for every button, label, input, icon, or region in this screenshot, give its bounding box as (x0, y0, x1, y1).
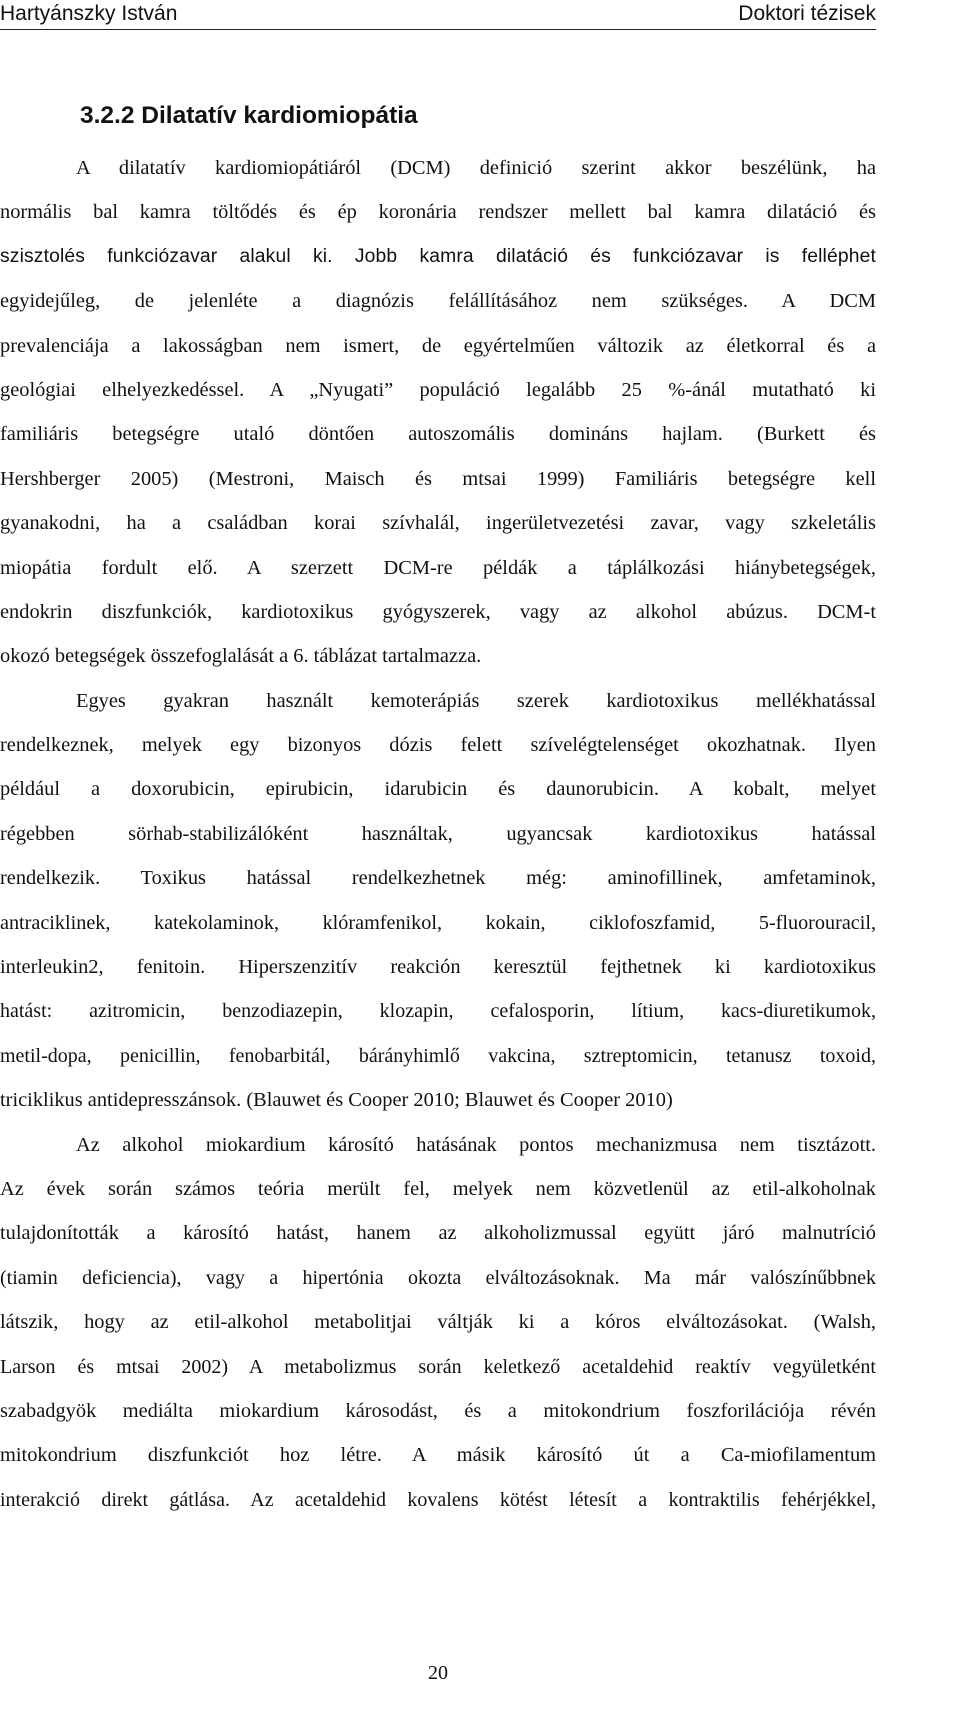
text-line: Az alkohol miokardium károsító hatásának pontos mechanizmusa nem tisztázott. (76, 1133, 876, 1156)
text-line: rendelkeznek, melyek egy bizonyos dózis felett szívelégtelenséget okozhatnak. Ilyen (0, 734, 876, 757)
text-line: hatást: azitromicin, benzodiazepin, klozapin, cefalosporin, lítium, kacs-diuretikumok, (0, 1000, 876, 1023)
text-line: antraciklinek, katekolaminok, klóramfenikol, kokain, ciklofoszfamid, 5-fluorouracil, (0, 911, 876, 934)
text-line: A dilatatív kardiomiopátiáról (DCM) definició szerint akkor beszélünk, ha (76, 157, 876, 179)
text-line: régebben sörhab-stabilizálóként használtak, ugyancsak kardiotoxikus hatással (0, 822, 876, 845)
text-line: familiáris betegségre utaló döntően autoszomális domináns hajlam. (Burkett és (0, 423, 876, 446)
text-line: metil-dopa, penicillin, fenobarbitál, bárányhimlő vakcina, sztreptomicin, tetanusz toxoid, (0, 1044, 876, 1067)
text-line: Az évek során számos teória merült fel, melyek nem közvetlenül az etil-alkoholnak (0, 1177, 876, 1200)
text-line: okozó betegségek összefoglalását a 6. táblázat tartalmazza. (0, 645, 482, 668)
page-number: 20 (428, 1662, 448, 1684)
section-heading: 3.2.2 Dilatatív kardiomiopátia (80, 102, 418, 129)
text-line: endokrin diszfunkciók, kardiotoxikus gyógyszerek, vagy az alkohol abúzus. DCM-t (0, 600, 876, 623)
text-line: Egyes gyakran használt kemoterápiás szerek kardiotoxikus mellékhatással (76, 689, 876, 712)
text-line: Hershberger 2005) (Mestroni, Maisch és mtsai 1999) Familiáris betegségre kell (0, 467, 876, 490)
text-line: mitokondrium diszfunkciót hoz létre. A másik károsító út a Ca-miofilamentum (0, 1444, 876, 1467)
header-author: Hartyánszky István (0, 2, 178, 25)
text-line: például a doxorubicin, epirubicin, idarubicin és daunorubicin. A kobalt, melyet (0, 778, 876, 801)
header-rule (0, 29, 876, 30)
body-text (0, 146, 876, 1522)
header-document-type: Doktori tézisek (738, 2, 876, 25)
text-line: látszik, hogy az etil-alkohol metabolitjai váltják ki a kóros elváltozásokat. (Walsh, (0, 1311, 876, 1334)
text-line: geológiai elhelyezkedéssel. A „Nyugati” populáció legalább 25 %-ánál mutatható ki (0, 378, 876, 401)
running-header (0, 0, 876, 40)
text-line: rendelkezik. Toxikus hatással rendelkezhetnek még: aminofillinek, amfetaminok, (0, 867, 876, 890)
text-line: prevalenciája a lakosságban nem ismert, de egyértelműen változik az életkorral és a (0, 334, 876, 357)
text-line: egyidejűleg, de jelenléte a diagnózis felállításához nem szükséges. A DCM (0, 290, 876, 313)
text-line: (tiamin deficiencia), vagy a hipertónia okozta elváltozásoknak. Ma már valószínűbbnek (0, 1266, 876, 1289)
text-line: interakció direkt gátlása. Az acetaldehid kovalens kötést létesít a kontraktilis fehérjékkel, (0, 1488, 876, 1511)
text-line: szisztolés funkciózavar alakul ki. Jobb kamra dilatáció és funkciózavar is felléphet (0, 245, 876, 267)
text-line: gyanakodni, ha a családban korai szívhalál, ingerületvezetési zavar, vagy szkeletális (0, 512, 876, 535)
text-line: tulajdonították a károsító hatást, hanem az alkoholizmussal együtt járó malnutríció (0, 1222, 876, 1245)
text-line: normális bal kamra töltődés és ép koronária rendszer mellett bal kamra dilatáció és (0, 201, 876, 224)
text-line: interleukin2, fenitoin. Hiperszenzitív reakción keresztül fejthetnek ki kardiotoxikus (0, 956, 876, 979)
text-line: triciklikus antidepresszánsok. (Blauwet és Cooper 2010; Blauwet és Cooper 2010) (0, 1089, 673, 1112)
text-line: szabadgyök mediálta miokardium károsodást, és a mitokondrium foszforilációja révén (0, 1399, 876, 1422)
text-line: miopátia fordult elő. A szerzett DCM-re példák a táplálkozási hiánybetegségek, (0, 556, 876, 579)
text-line: Larson és mtsai 2002) A metabolizmus során keletkező acetaldehid reaktív vegyületként (0, 1355, 876, 1378)
